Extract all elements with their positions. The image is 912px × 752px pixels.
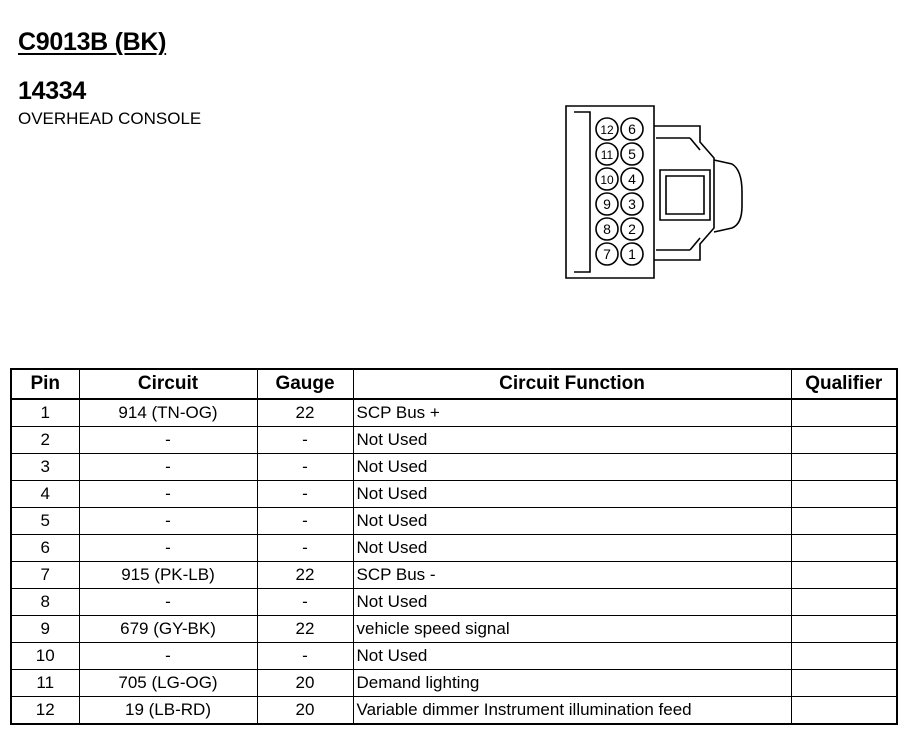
qualifier-cell xyxy=(791,535,897,562)
gauge-cell: - xyxy=(257,589,353,616)
qualifier-cell xyxy=(791,562,897,589)
pin-number-label: 8 xyxy=(603,221,611,237)
connector-pin xyxy=(596,193,618,215)
pin-number-label: 11 xyxy=(600,148,614,162)
connector-pin xyxy=(596,168,618,190)
table-header-row xyxy=(11,369,897,399)
pin-number-label: 2 xyxy=(628,221,636,237)
qualifier-cell xyxy=(791,481,897,508)
circuit-cell: - xyxy=(79,643,257,670)
pin-number-label: 12 xyxy=(600,123,614,137)
gauge-cell: 20 xyxy=(257,697,353,725)
circuit-cell: 679 (GY-BK) xyxy=(79,616,257,643)
pin-cell: 10 xyxy=(11,643,79,670)
pin-number-label: 4 xyxy=(628,171,636,187)
pin-number-label: 9 xyxy=(603,196,611,212)
function-cell: vehicle speed signal xyxy=(353,616,791,643)
function-cell: SCP Bus + xyxy=(353,399,791,427)
pin-number-label: 5 xyxy=(628,146,636,162)
connector-face-diagram xyxy=(556,100,752,282)
connector-pin xyxy=(621,193,643,215)
circuit-cell: - xyxy=(79,589,257,616)
function-cell: Not Used xyxy=(353,427,791,454)
gauge-cell: 20 xyxy=(257,670,353,697)
qualifier-cell xyxy=(791,508,897,535)
function-cell: Demand lighting xyxy=(353,670,791,697)
gauge-cell: - xyxy=(257,643,353,670)
pin-number-label: 7 xyxy=(603,246,611,262)
qualifier-cell xyxy=(791,589,897,616)
gauge-cell: - xyxy=(257,508,353,535)
pin-cell: 6 xyxy=(11,535,79,562)
function-cell: Not Used xyxy=(353,589,791,616)
function-cell: Not Used xyxy=(353,643,791,670)
table-row xyxy=(11,562,897,589)
circuit-cell: - xyxy=(79,427,257,454)
pin-number-label: 6 xyxy=(628,121,636,137)
connector-title: C9013B (BK) xyxy=(18,28,167,56)
circuit-cell: - xyxy=(79,535,257,562)
table-row xyxy=(11,427,897,454)
column-header-pin: Pin xyxy=(11,369,79,399)
qualifier-cell xyxy=(791,643,897,670)
connector-pins xyxy=(596,118,643,265)
table-row xyxy=(11,508,897,535)
connector-pin xyxy=(596,243,618,265)
circuit-cell: 19 (LB-RD) xyxy=(79,697,257,725)
circuit-cell: - xyxy=(79,481,257,508)
pin-cell: 5 xyxy=(11,508,79,535)
column-header-circuit-function: Circuit Function xyxy=(353,369,791,399)
pin-cell: 1 xyxy=(11,399,79,427)
pin-cell: 2 xyxy=(11,427,79,454)
connector-pin xyxy=(621,143,643,165)
circuit-cell: 914 (TN-OG) xyxy=(79,399,257,427)
table-row xyxy=(11,535,897,562)
gauge-cell: - xyxy=(257,535,353,562)
connector-pin xyxy=(621,218,643,240)
pin-table xyxy=(10,368,898,725)
table-row xyxy=(11,643,897,670)
circuit-cell: - xyxy=(79,508,257,535)
pin-number-label: 10 xyxy=(600,173,614,187)
table-row xyxy=(11,454,897,481)
column-header-gauge: Gauge xyxy=(257,369,353,399)
qualifier-cell xyxy=(791,454,897,481)
pin-number-label: 1 xyxy=(628,246,636,262)
qualifier-cell xyxy=(791,697,897,725)
function-cell: Variable dimmer Instrument illumination feed xyxy=(353,697,791,725)
connector-location: OVERHEAD CONSOLE xyxy=(18,109,202,128)
pin-cell: 8 xyxy=(11,589,79,616)
gauge-cell: 22 xyxy=(257,616,353,643)
qualifier-cell xyxy=(791,616,897,643)
function-cell: Not Used xyxy=(353,508,791,535)
pin-cell: 4 xyxy=(11,481,79,508)
gauge-cell: - xyxy=(257,454,353,481)
pin-cell: 7 xyxy=(11,562,79,589)
pin-cell: 12 xyxy=(11,697,79,725)
table-row xyxy=(11,399,897,427)
circuit-cell: 915 (PK-LB) xyxy=(79,562,257,589)
pin-cell: 3 xyxy=(11,454,79,481)
table-row xyxy=(11,670,897,697)
connector-pin xyxy=(596,143,618,165)
table-row xyxy=(11,697,897,725)
function-cell: Not Used xyxy=(353,535,791,562)
table-row xyxy=(11,589,897,616)
gauge-cell: - xyxy=(257,481,353,508)
gauge-cell: 22 xyxy=(257,562,353,589)
qualifier-cell xyxy=(791,427,897,454)
qualifier-cell xyxy=(791,670,897,697)
connector-pin xyxy=(621,243,643,265)
circuit-cell: - xyxy=(79,454,257,481)
pin-cell: 11 xyxy=(11,670,79,697)
column-header-qualifier: Qualifier xyxy=(791,369,897,399)
qualifier-cell xyxy=(791,399,897,427)
connector-pin xyxy=(596,218,618,240)
table-row xyxy=(11,481,897,508)
table-row xyxy=(11,616,897,643)
function-cell: Not Used xyxy=(353,481,791,508)
pin-number-label: 3 xyxy=(628,196,636,212)
circuit-cell: 705 (LG-OG) xyxy=(79,670,257,697)
column-header-circuit: Circuit xyxy=(79,369,257,399)
connector-pin xyxy=(621,168,643,190)
function-cell: Not Used xyxy=(353,454,791,481)
connector-pin xyxy=(621,118,643,140)
connector-pin xyxy=(596,118,618,140)
function-cell: SCP Bus - xyxy=(353,562,791,589)
gauge-cell: - xyxy=(257,427,353,454)
gauge-cell: 22 xyxy=(257,399,353,427)
part-number: 14334 xyxy=(18,77,87,105)
pin-cell: 9 xyxy=(11,616,79,643)
